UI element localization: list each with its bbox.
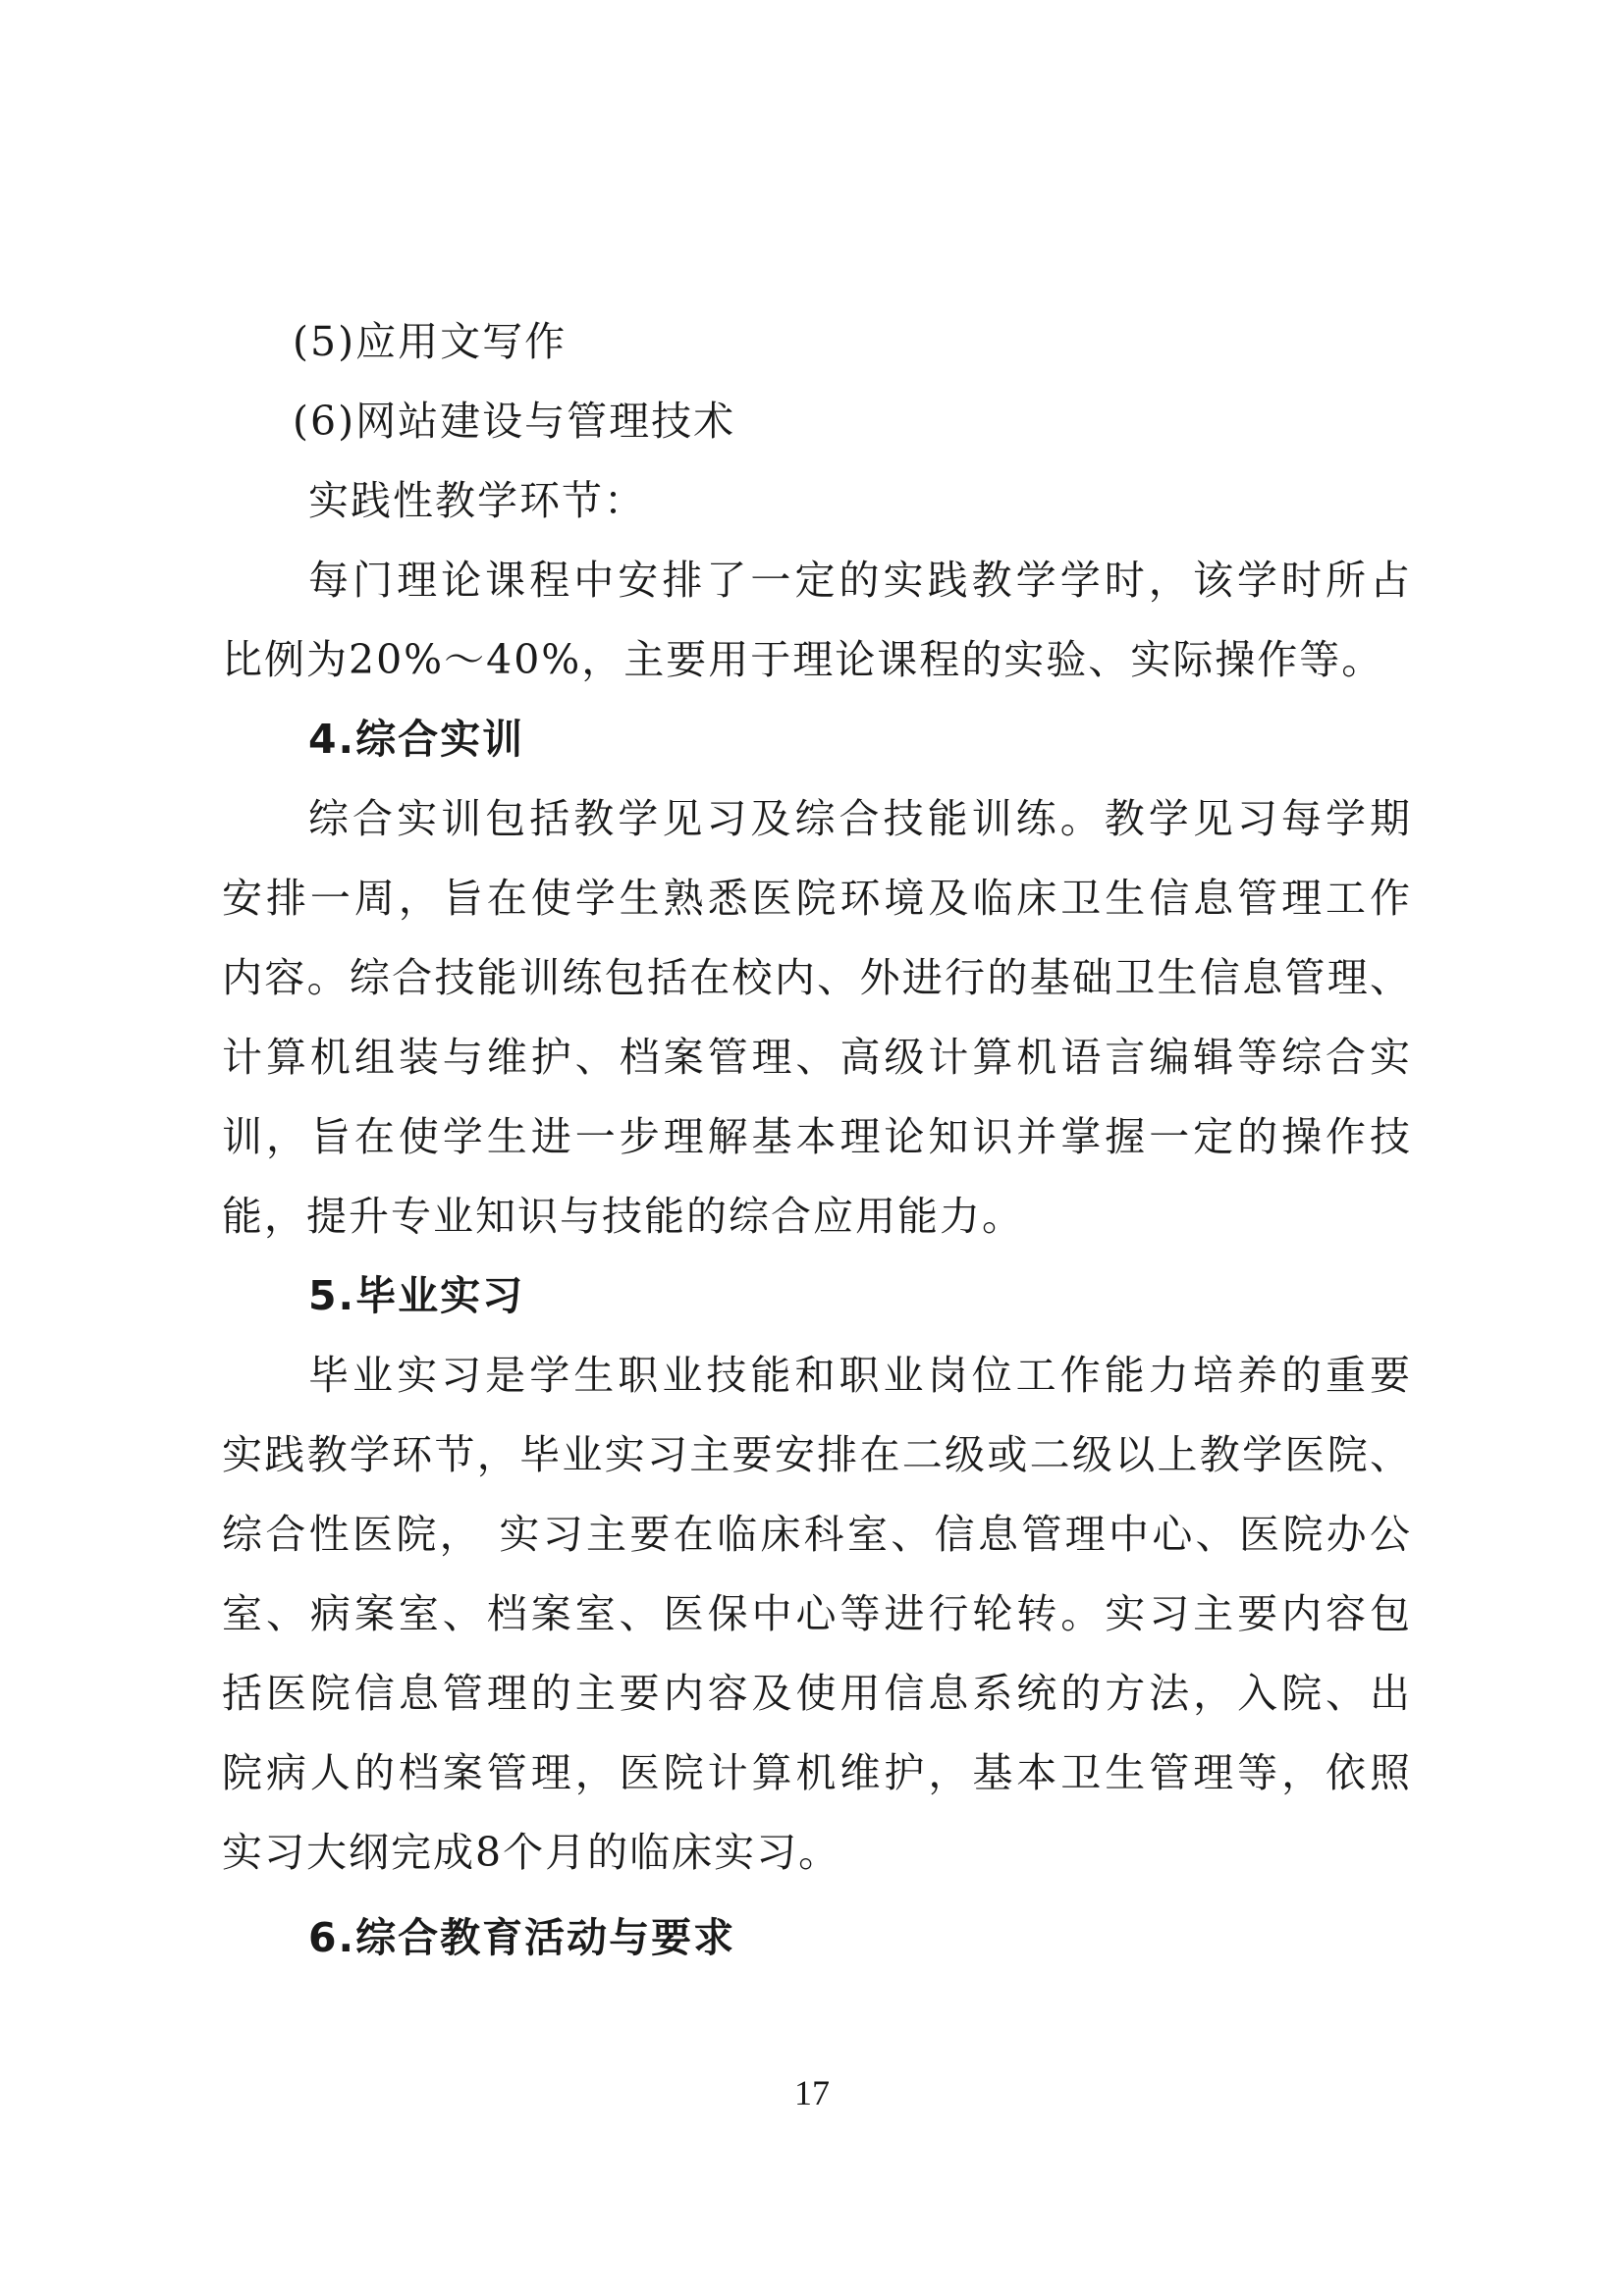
- paragraph-line: 综合性医院， 实习主要在临床科室、信息管理中心、医院办公: [222, 1511, 1412, 1558]
- page-body: [222, 302, 1412, 1978]
- paragraph-line: 每门理论课程中安排了一定的实践教学学时，该学时所占: [308, 557, 1412, 604]
- paragraph-line: 计算机组装与维护、档案管理、高级计算机语言编辑等综合实: [222, 1034, 1412, 1081]
- section-heading: 4.综合实训: [308, 716, 525, 763]
- paragraph-line: 安排一周，旨在使学生熟悉医院环境及临床卫生信息管理工作: [222, 875, 1412, 922]
- section-heading: 6.综合教育活动与要求: [308, 1914, 736, 1961]
- list-item: (5)应用文写作: [293, 318, 568, 365]
- paragraph-line: 实践教学环节，毕业实习主要安排在二级或二级以上教学医院、: [222, 1431, 1412, 1478]
- paragraph-line: 能，提升专业知识与技能的综合应用能力。: [222, 1193, 1024, 1240]
- paragraph-line: 训，旨在使学生进一步理解基本理论知识并掌握一定的操作技: [222, 1113, 1412, 1160]
- paragraph-line: 括医院信息管理的主要内容及使用信息系统的方法，入院、出: [222, 1670, 1412, 1717]
- practice-label: 实践性教学环节：: [308, 477, 646, 524]
- paragraph-line: 院病人的档案管理，医院计算机维护，基本卫生管理等，依照: [222, 1749, 1412, 1796]
- page-number: 17: [794, 2073, 830, 2112]
- paragraph-line: 毕业实习是学生职业技能和职业岗位工作能力培养的重要: [308, 1352, 1412, 1399]
- paragraph-line: 比例为20%～40%，主要用于理论课程的实验、实际操作等。: [222, 636, 1384, 683]
- paragraph-line: 实习大纲完成8个月的临床实习。: [222, 1829, 841, 1876]
- paragraph-line: 室、病案室、档案室、医保中心等进行轮转。实习主要内容包: [222, 1590, 1412, 1637]
- paragraph-line: 内容。综合技能训练包括在校内、外进行的基础卫生信息管理、: [222, 954, 1412, 1001]
- section-heading: 5.毕业实习: [308, 1272, 525, 1319]
- list-item: (6)网站建设与管理技术: [293, 398, 736, 445]
- paragraph-line: 综合实训包括教学见习及综合技能训练。教学见习每学期: [308, 795, 1412, 842]
